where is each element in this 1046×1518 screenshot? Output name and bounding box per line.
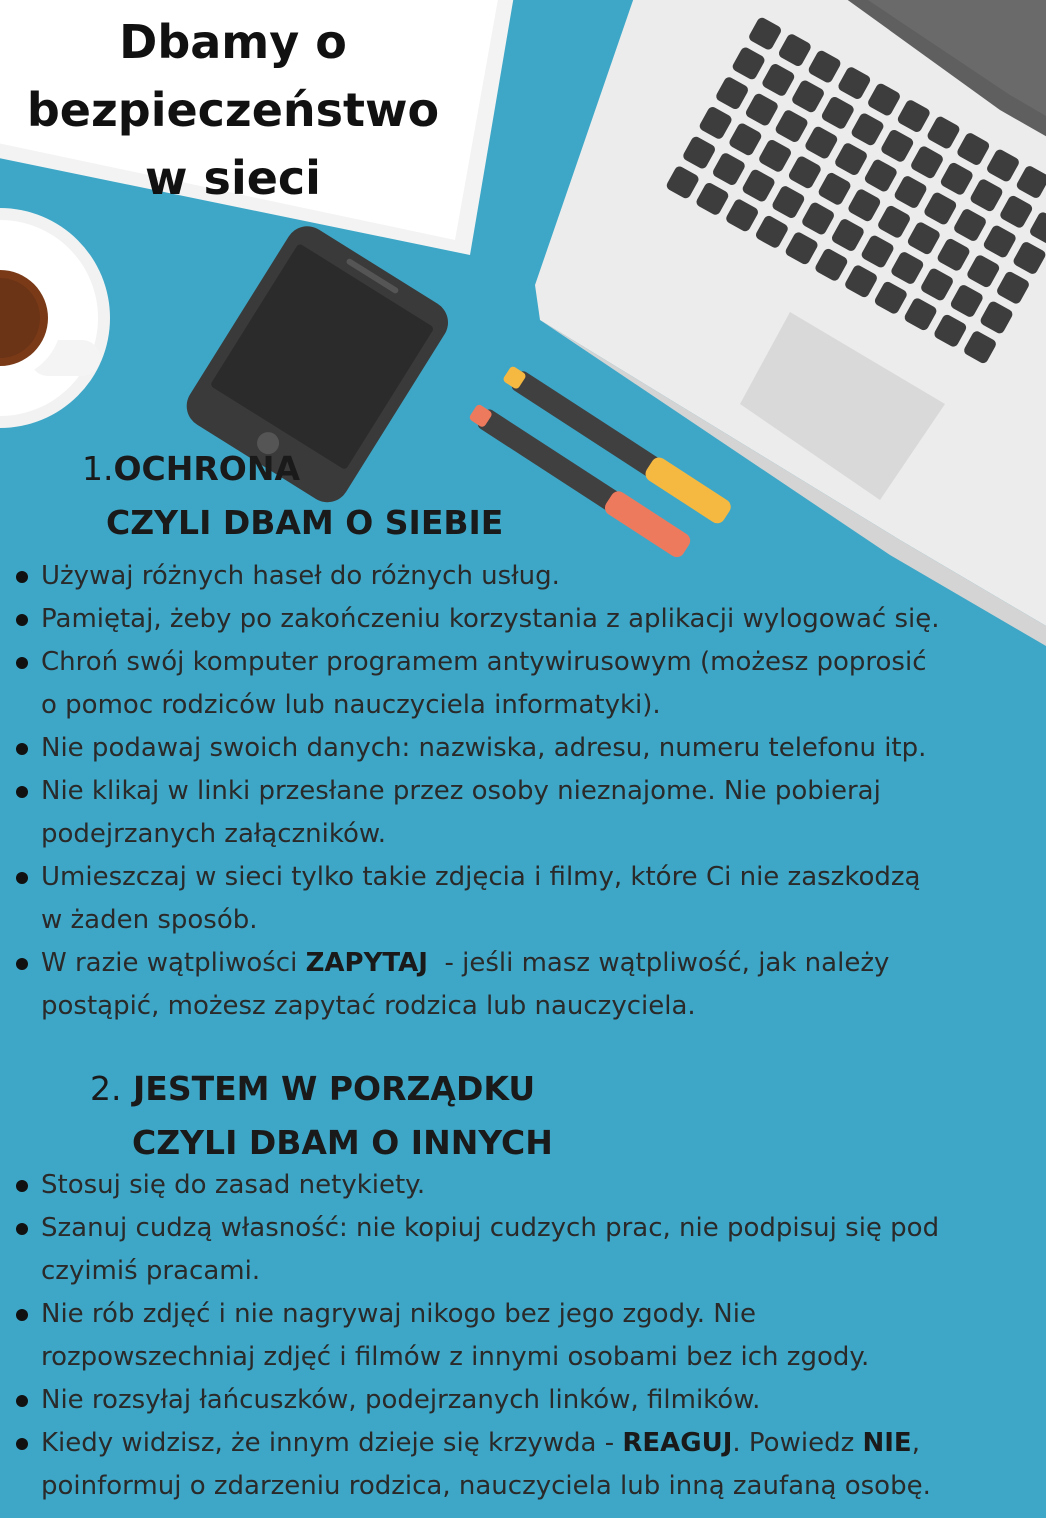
list-item-text: w żaden sposób.	[41, 905, 258, 935]
list-item-text: czyimiś pracami.	[41, 1256, 261, 1286]
list-item-text: Nie podawaj swoich danych: nazwiska, adresu, numeru telefonu itp.	[41, 733, 927, 763]
list-item	[0, 942, 1020, 1028]
bullet-icon	[16, 872, 28, 884]
list-item-text: Nie rób zdjęć i nie nagrywaj nikogo bez jego zgody. Nie	[41, 1299, 756, 1329]
list-item	[0, 598, 1020, 641]
list-item	[0, 641, 1020, 727]
section-2-heading	[90, 1062, 553, 1170]
bullet-icon	[16, 958, 28, 970]
list-item	[0, 727, 1020, 770]
list-item-text: Używaj różnych haseł do różnych usług.	[41, 561, 560, 591]
section-1-number: 1.	[82, 449, 114, 488]
list-item-text: Umieszczaj w sieci tylko takie zdjęcia i filmy, które Ci nie zaszkodzą	[41, 862, 921, 892]
bullet-icon	[16, 1438, 28, 1450]
page-title	[18, 8, 448, 212]
list-item	[0, 1422, 1020, 1508]
section-2-number: 2.	[90, 1069, 122, 1108]
bullet-icon	[16, 1395, 28, 1407]
section-2-heading-line-1: JESTEM W PORZĄDKU	[133, 1069, 536, 1108]
title-line-2: bezpieczeństwo	[26, 83, 440, 137]
list-item	[0, 856, 1020, 942]
list-item-text: - jeśli masz wątpliwość, jak należy	[427, 948, 890, 978]
list-item-text: rozpowszechniaj zdjęć i filmów z innymi osobami bez ich zgody.	[41, 1342, 870, 1372]
list-item-text: Kiedy widzisz, że innym dzieje się krzywda -	[41, 1428, 623, 1458]
title-line-1: Dbamy o	[119, 15, 347, 69]
list-item-text: Pamiętaj, żeby po zakończeniu korzystania z aplikacji wylogować się.	[41, 604, 940, 634]
emphasis-text: REAGUJ	[622, 1428, 733, 1458]
list-item-text: poinformuj o zdarzeniu rodzica, nauczyciela lub inną zaufaną osobę.	[41, 1471, 931, 1501]
bullet-icon	[16, 571, 28, 583]
bullet-icon	[16, 786, 28, 798]
emphasis-text: ZAPYTAJ	[305, 948, 428, 978]
list-item-text: Chroń swój komputer programem antywirusowym (możesz poprosić	[41, 647, 927, 677]
section-1-heading-line-1: OCHRONA	[113, 449, 301, 488]
list-item-text: Nie klikaj w linki przesłane przez osoby nieznajome. Nie pobieraj	[41, 776, 881, 806]
section-1-heading-line-2: CZYLI DBAM O SIEBIE	[106, 503, 504, 542]
coffee-cup	[0, 208, 110, 428]
section-1-heading	[82, 442, 503, 550]
list-item-text: . Powiedz	[732, 1428, 863, 1458]
bullet-icon	[16, 743, 28, 755]
section-2-list	[0, 1164, 1020, 1508]
section-2-heading-line-2: CZYLI DBAM O INNYCH	[132, 1123, 553, 1162]
bullet-icon	[16, 614, 28, 626]
list-item-text: Nie rozsyłaj łańcuszków, podejrzanych linków, filmików.	[41, 1385, 761, 1415]
section-1-list	[0, 555, 1020, 1028]
list-item-text: postąpić, możesz zapytać rodzica lub nauczyciela.	[41, 991, 696, 1021]
list-item-text: podejrzanych załączników.	[41, 819, 387, 849]
list-item	[0, 770, 1020, 856]
list-item-text: ,	[911, 1428, 920, 1458]
emphasis-text: NIE	[862, 1428, 912, 1458]
title-line-3: w sieci	[145, 151, 321, 205]
list-item	[0, 1207, 1020, 1293]
list-item	[0, 1379, 1020, 1422]
bullet-icon	[16, 1309, 28, 1321]
list-item-text: Stosuj się do zasad netykiety.	[41, 1170, 426, 1200]
list-item-text: W razie wątpliwości	[41, 948, 306, 978]
list-item	[0, 1293, 1020, 1379]
list-item	[0, 555, 1020, 598]
bullet-icon	[16, 1180, 28, 1192]
bullet-icon	[16, 657, 28, 669]
list-item-text: o pomoc rodziców lub nauczyciela informatyki).	[41, 690, 661, 720]
list-item-text: Szanuj cudzą własność: nie kopiuj cudzych prac, nie podpisuj się pod	[41, 1213, 940, 1243]
bullet-icon	[16, 1223, 28, 1235]
list-item	[0, 1164, 1020, 1207]
